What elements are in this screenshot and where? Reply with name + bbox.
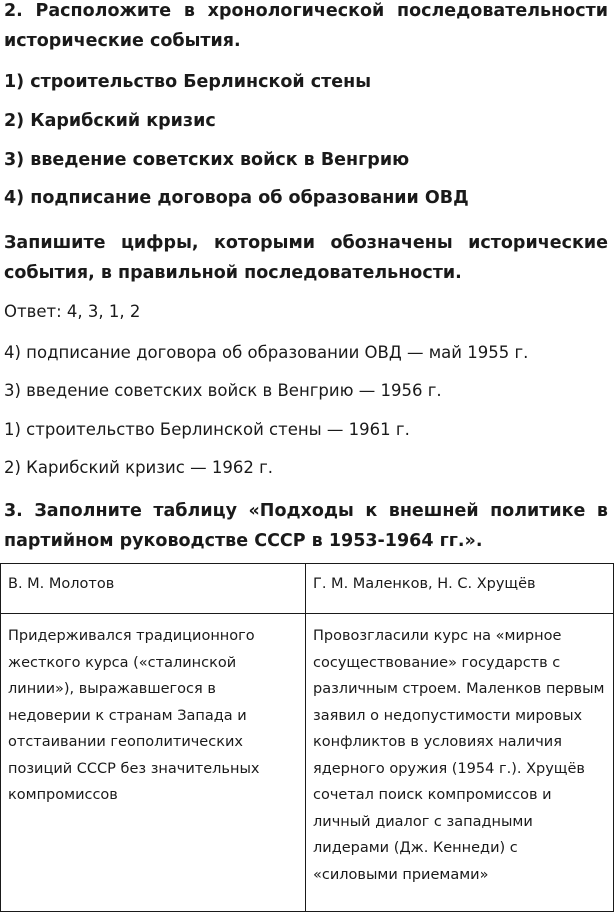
q2-explanation-3: 1) строительство Берлинской стены — 1961 г. xyxy=(4,420,410,439)
approaches-table xyxy=(0,563,614,912)
table-cell-malenkov-khrushchev: Провозгласили курс на «мирное сосуществование» государств с различным строем. Маленков первым заявил о недопустимости мировых конфликтов в условиях наличия ядерного оружия (1954 г.). Хрущёв сочетал поиск компромиссов и личный диалог с западными лидерами (Дж. Кеннеди) с «силовыми приемами» xyxy=(306,614,614,912)
table-header-malenkov-khrushchev: Г. М. Маленков, Н. С. Хрущёв xyxy=(306,564,614,614)
q2-answer: Ответ: 4, 3, 1, 2 xyxy=(4,302,141,321)
q2-item-1: 1) строительство Берлинской стены xyxy=(4,72,372,92)
q2-item-2: 2) Карибский кризис xyxy=(4,111,216,131)
q2-explanation-2: 3) введение советских войск в Венгрию — 1956 г. xyxy=(4,381,442,400)
q2-explanation-1: 4) подписание договора об образовании ОВД — май 1955 г. xyxy=(4,343,529,362)
table-row xyxy=(1,614,614,912)
q2-heading: 2. Расположите в хронологической последовательности исторические события. xyxy=(4,1,608,51)
q3-heading: 3. Заполните таблицу «Подходы к внешней политике в партийном руководстве СССР в 1953-1964 гг.». xyxy=(4,501,608,551)
table-header-molotov: В. М. Молотов xyxy=(1,564,306,614)
q2-instruction: Запишите цифры, которыми обозначены исторические события, в правильной последовательности. xyxy=(4,233,608,283)
q2-item-3: 3) введение советских войск в Венгрию xyxy=(4,150,410,170)
q2-item-4: 4) подписание договора об образовании ОВД xyxy=(4,188,469,208)
q2-explanation-4: 2) Карибский кризис — 1962 г. xyxy=(4,458,273,477)
table-cell-molotov: Придерживался традиционного жесткого курса («сталинской линии»), выражавшегося в недоверии к странам Запада и отстаивании геополитических позиций СССР без значительных компромиссов xyxy=(1,614,306,912)
table-header-row xyxy=(1,564,614,614)
